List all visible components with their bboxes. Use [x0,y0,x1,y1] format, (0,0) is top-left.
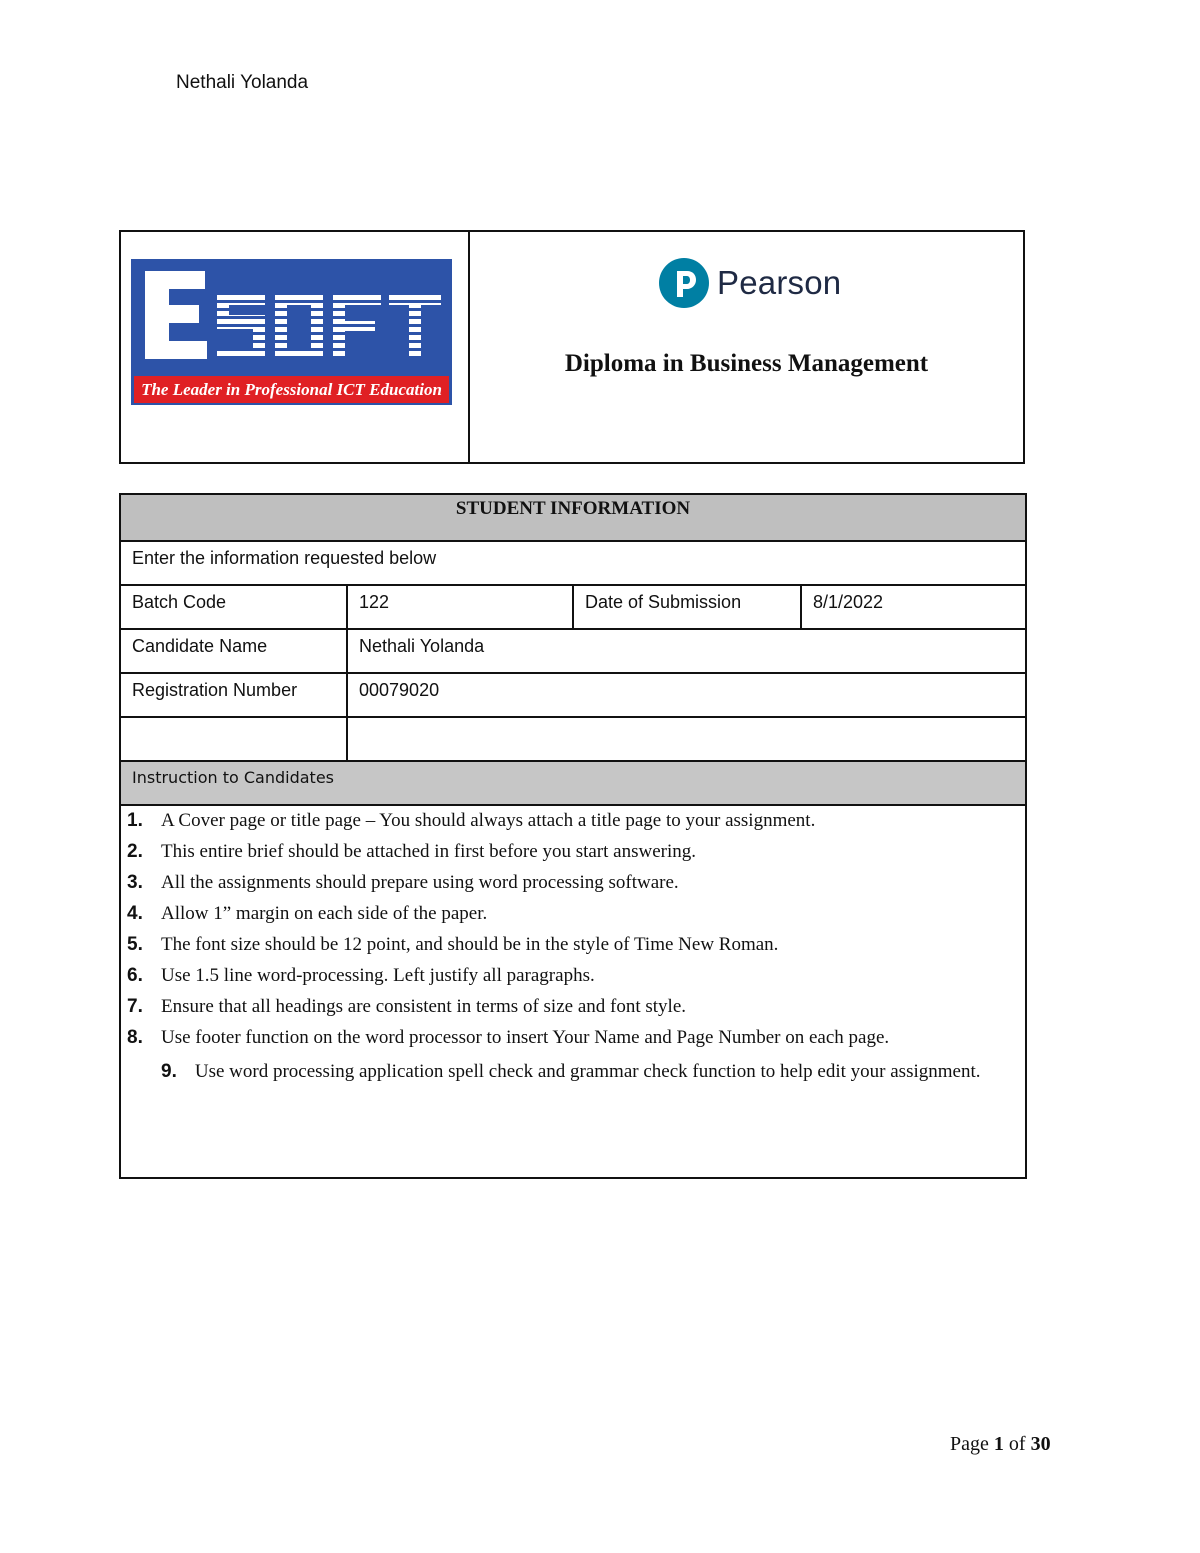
instructions-cell [120,805,1026,1178]
instruction-text: This entire brief should be attached in first before you start answering. [161,841,696,862]
table-row [120,805,1026,1178]
list-item [127,872,1017,903]
instructions-list [127,810,1017,1058]
esoft-wordmark-icon [145,271,441,359]
diploma-title: Diploma in Business Management [564,350,929,377]
page-current: 1 [993,1433,1004,1455]
instruction-text: Use 1.5 line word-processing. Left justify all paragraphs. [161,965,595,986]
instruction-number: 2. [127,841,143,862]
instruction-number: 3. [127,872,143,893]
pearson-cell [470,232,1023,462]
list-item [127,1027,1017,1058]
esoft-logo [131,259,452,405]
table-row [120,673,1026,717]
batch-code-label: Batch Code [120,585,347,629]
instruction-number: 6. [127,965,143,986]
header-author-name: Nethali Yolanda [176,72,309,93]
pearson-wordmark: Pearson [717,264,842,301]
table-row [120,761,1026,805]
instruction-text: A Cover page or title page – You should always attach a title page to your assignment. [161,810,816,831]
esoft-logo-cell [121,232,470,462]
list-item [127,810,1017,841]
batch-code-value: 122 [347,585,573,629]
instruction-text: All the assignments should prepare using word processing software. [161,872,679,893]
instruction-text: Allow 1” margin on each side of the paper. [161,903,488,924]
blank-label-cell [120,717,347,761]
instruction-number: 5. [127,934,143,955]
student-info-heading: STUDENT INFORMATION [120,494,1026,541]
table-row [120,541,1026,585]
submission-date-label: Date of Submission [573,585,801,629]
instruction-number: 4. [127,903,143,924]
instruction-number: 7. [127,996,143,1017]
instruction-text: Ensure that all headings are consistent in terms of size and font style. [161,996,686,1017]
instruction-number: 9. [161,1061,177,1082]
page-number-footer [950,1433,1051,1456]
instruction-text: The font size should be 12 point, and should be in the style of Time New Roman. [161,934,779,955]
page-word: Page [950,1433,989,1455]
list-item [127,841,1017,872]
student-information-table [119,493,1027,1179]
pearson-p-icon [659,258,709,308]
list-item [127,934,1017,965]
instruction-number: 1. [127,810,143,831]
candidate-name-value: Nethali Yolanda [347,629,1026,673]
esoft-tagline: The Leader in Professional ICT Education [134,376,449,403]
list-item [127,965,1017,996]
candidate-name-label: Candidate Name [120,629,347,673]
info-prompt: Enter the information requested below [120,541,1026,585]
cover-header-box [119,230,1025,464]
pearson-logo [659,258,841,308]
registration-number-label: Registration Number [120,673,347,717]
list-item [127,903,1017,934]
page-total: 30 [1030,1433,1051,1455]
instruction-item-9 [161,1058,1017,1085]
registration-number-value: 00079020 [347,673,1026,717]
instruction-text: Use word processing application spell check and grammar check function to help edit your assignment. [194,1061,981,1082]
list-item [127,996,1017,1027]
blank-value-cell [347,717,1026,761]
table-row [120,629,1026,673]
instructions-heading: Instruction to Candidates [120,761,1026,805]
instruction-number: 8. [127,1027,143,1048]
table-row [120,717,1026,761]
submission-date-value: 8/1/2022 [801,585,1026,629]
table-row [120,494,1026,541]
of-word: of [1008,1433,1026,1455]
instruction-text: Use footer function on the word processor to insert Your Name and Page Number on each page. [161,1027,890,1048]
table-row [120,585,1026,629]
